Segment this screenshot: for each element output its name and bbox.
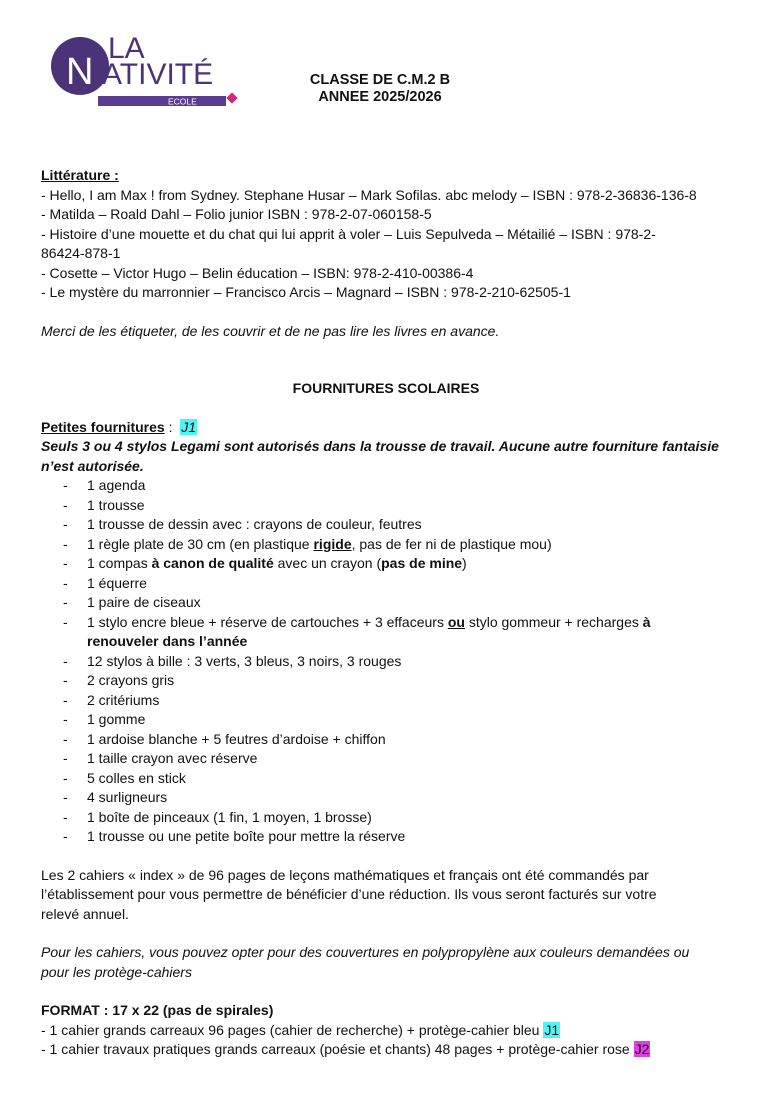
supply-label: , pas de fer ni de plastique mou)	[351, 535, 552, 552]
tag-j2: J2	[634, 1041, 650, 1057]
supply-item	[41, 554, 731, 574]
supply-item	[41, 496, 731, 516]
supply-label: 12 stylos à bille : 3 verts, 3 bleus, 3 noirs, 3 rouges	[87, 652, 402, 669]
supply-label: 1 boîte de pinceaux (1 fin, 1 moyen, 1 brosse)	[87, 808, 372, 825]
supply-emphasis: à	[642, 613, 651, 630]
cahier-label: - 1 cahier travaux pratiques grands carreaux (poésie et chants) 48 pages + protège-cahier rose	[41, 1041, 634, 1057]
supply-label: 1 stylo encre bleue + réserve de cartouches + 3 effaceurs	[87, 613, 448, 630]
document-header	[300, 72, 460, 106]
book-item: - Matilda – Roald Dahl – Folio junior ISBN : 978-2-07-060158-5	[41, 206, 432, 222]
supply-emphasis: ou	[447, 613, 465, 630]
litterature-title: Littérature :	[41, 167, 119, 183]
main-content	[41, 166, 731, 1060]
supply-label: avec un crayon (	[273, 555, 382, 571]
format-title: FORMAT : 17 x 22 (pas de spirales)	[41, 1002, 274, 1018]
supply-item	[41, 749, 731, 769]
supply-item	[41, 535, 731, 555]
petites-fournitures-title: Petites fournitures	[41, 418, 165, 435]
supply-item	[41, 476, 731, 496]
logo-band-text: ECOLE	[168, 96, 197, 107]
petites-fournitures-heading	[41, 418, 731, 438]
supply-label: 2 critériums	[87, 691, 160, 708]
supply-label: 1 taille crayon avec réserve	[87, 750, 258, 766]
litterature-note: Merci de les étiqueter, de les couvrir et de ne pas lire les livres en avance.	[41, 322, 500, 339]
logo-top-text: LA	[108, 32, 145, 65]
supply-label: 1 trousse de dessin avec : crayons de couleur, feutres	[87, 516, 422, 532]
book-item: - Le mystère du marronnier – Francisco Arcis – Magnard – ISBN : 978-2-210-62505-1	[41, 284, 571, 300]
supplies-list	[41, 476, 731, 847]
supply-item	[41, 671, 731, 691]
logo-n-letter: N	[66, 51, 94, 93]
supply-item	[41, 769, 731, 789]
supply-label: 1 gomme	[87, 711, 146, 727]
book-item: - Hello, I am Max ! from Sydney. Stephane Husar – Mark Sofilas. abc melody – ISBN : 978-2-36836-136-8	[41, 186, 697, 203]
supply-label: 1 paire de ciseaux	[87, 594, 201, 610]
tag-j1: J1	[544, 1021, 560, 1038]
supply-label: )	[462, 555, 467, 571]
supply-item	[41, 730, 731, 750]
tag-j1: J1	[181, 418, 197, 435]
supply-item	[41, 808, 731, 828]
supply-item	[41, 574, 731, 594]
supply-label: 1 compas	[87, 555, 152, 571]
cover-note: Pour les cahiers, vous pouvez opter pour des couvertures en polypropylène aux couleurs demandées ou	[41, 944, 690, 960]
index-note: Les 2 cahiers « index » de 96 pages de leçons mathématiques et français ont été commandés par	[41, 866, 649, 883]
supply-item	[41, 710, 731, 730]
legami-warning-cont: n’est autorisée.	[41, 457, 144, 474]
supply-item	[41, 652, 731, 672]
index-note-cont: relevé annuel.	[41, 905, 129, 922]
index-note-cont: l’établissement pour vous permettre de bénéficier d’une réduction. Ils vous seront facturés sur votre	[41, 886, 657, 902]
supply-emphasis: renouveler dans l’année	[87, 633, 248, 649]
class-title: CLASSE DE C.M.2 B	[309, 72, 451, 88]
school-logo	[50, 30, 245, 112]
supply-label: 5 colles en stick	[87, 769, 186, 786]
supply-label: 1 équerre	[87, 574, 147, 591]
book-item: 86424-878-1	[41, 245, 121, 261]
supply-label: 2 crayons gris	[87, 672, 175, 688]
book-item: - Histoire d’une mouette et du chat qui lui apprit à voler – Luis Sepulveda – Métailié – ISBN : 978-2-	[41, 225, 656, 242]
legami-warning: Seuls 3 ou 4 stylos Legami sont autorisés dans la trousse de travail. Aucune autre fourniture fantaisie	[41, 438, 719, 454]
cahier-item	[41, 1021, 731, 1041]
supply-label: stylo gommeur + recharges	[464, 613, 643, 630]
logo-main-text: ATIVITÉ	[102, 58, 214, 91]
supply-item	[41, 827, 731, 847]
cahier-item	[41, 1040, 731, 1060]
supply-item	[41, 593, 731, 613]
supply-item	[41, 691, 731, 711]
supply-label: 4 surligneurs	[87, 789, 168, 805]
supply-emphasis: rigide	[313, 535, 352, 552]
supply-emphasis: à canon de qualité	[151, 555, 274, 571]
cover-note-cont: pour les protège-cahiers	[41, 963, 192, 980]
petites-sep: :	[164, 418, 181, 435]
supply-emphasis: pas de mine	[381, 555, 463, 571]
supply-item	[41, 788, 731, 808]
supply-item	[41, 613, 731, 652]
supply-label: 1 trousse	[87, 496, 145, 513]
cahier-label: - 1 cahier grands carreaux 96 pages (cahier de recherche) + protège-cahier bleu	[41, 1021, 544, 1038]
fournitures-title: FOURNITURES SCOLAIRES	[292, 380, 480, 396]
book-item: - Cosette – Victor Hugo – Belin éducation – ISBN: 978-2-410-00386-4	[41, 264, 474, 281]
supply-label: 1 agenda	[87, 477, 146, 493]
supply-label: 1 règle plate de 30 cm (en plastique	[87, 535, 314, 552]
supply-label: 1 ardoise blanche + 5 feutres d’ardoise + chiffon	[87, 730, 386, 747]
supply-label: 1 trousse ou une petite boîte pour mettre la réserve	[87, 828, 406, 844]
supply-item	[41, 515, 731, 535]
litterature-list	[41, 186, 731, 303]
year-title: ANNEE 2025/2026	[318, 89, 442, 105]
logo-graphic	[50, 30, 245, 112]
